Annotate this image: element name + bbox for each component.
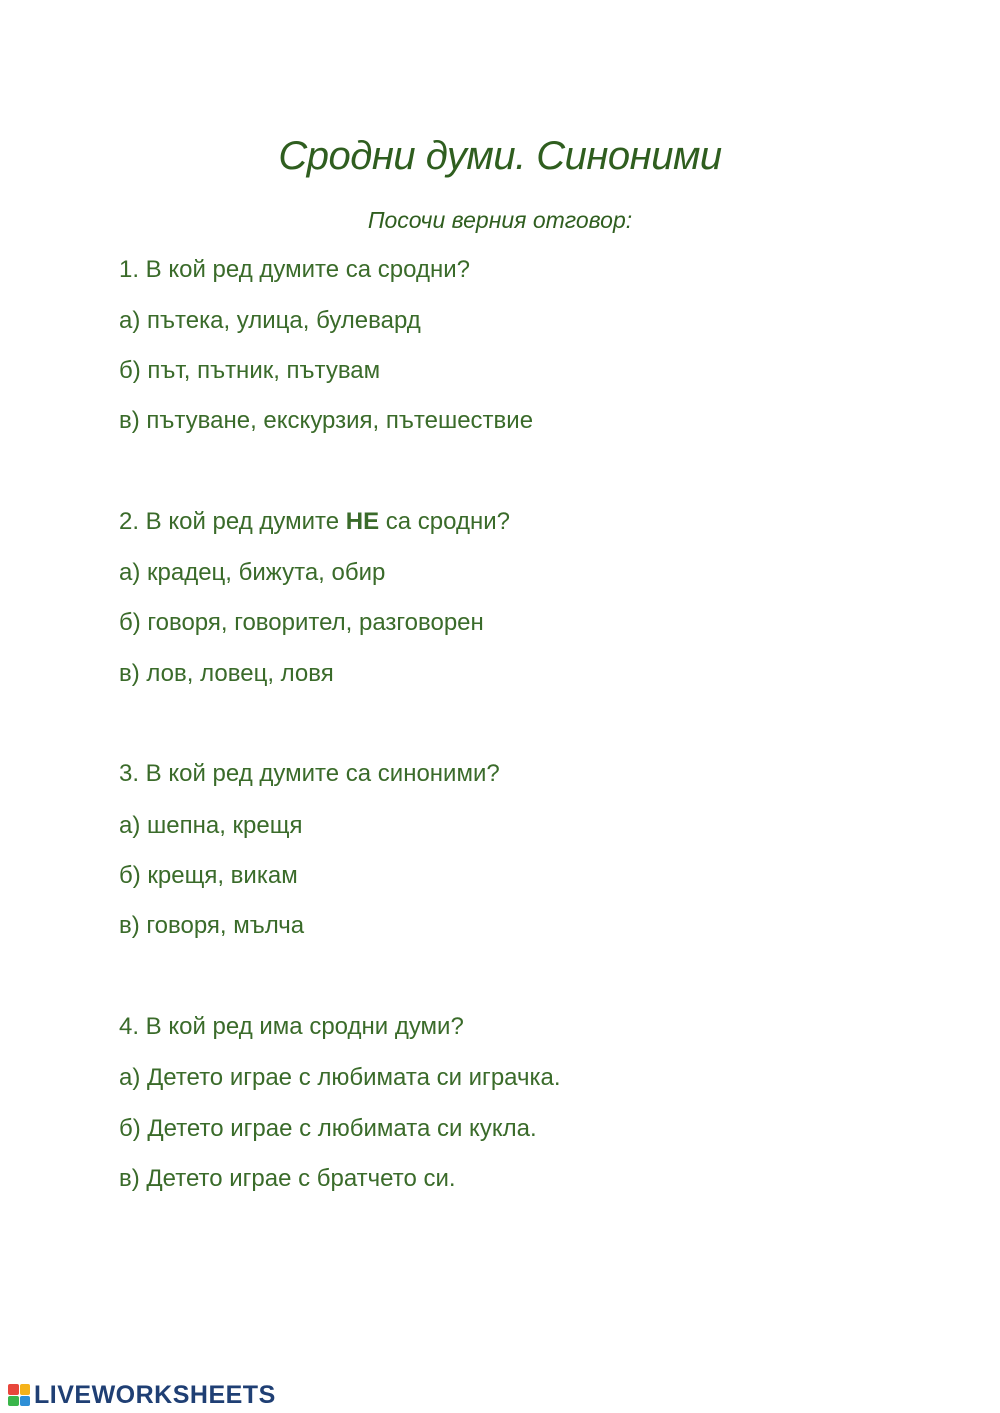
question-2-prompt (119, 505, 510, 539)
question-4-option-a[interactable]: а) Детето играе с любимата си играчка. (119, 1064, 561, 1091)
logo-text: LIVEWORKSHEETS (34, 1381, 276, 1409)
question-2-option-c[interactable]: в) лов, ловец, ловя (119, 660, 334, 687)
logo-square-red (8, 1384, 19, 1395)
logo-square-green (8, 1396, 19, 1407)
question-1-prompt: 1. В кой ред думите са сродни? (119, 256, 470, 283)
liveworksheets-logo-icon (8, 1384, 30, 1406)
question-3-option-c[interactable]: в) говоря, мълча (119, 912, 305, 939)
logo-square-blue (20, 1396, 31, 1407)
question-1-option-a[interactable]: а) пътека, улица, булевард (119, 307, 421, 334)
liveworksheets-logo[interactable] (8, 1382, 276, 1408)
question-4-prompt: 4. В кой ред има сродни думи? (119, 1013, 464, 1040)
question-1-option-b[interactable]: б) път, пътник, пътувам (119, 357, 381, 384)
question-2-prompt-start: 2. В кой ред думите (119, 508, 346, 535)
question-1-option-c[interactable]: в) пътуване, екскурзия, пътешествие (119, 407, 534, 434)
logo-square-yellow (20, 1384, 31, 1395)
question-3-prompt: 3. В кой ред думите са синоними? (119, 760, 500, 787)
question-4-option-b[interactable]: б) Детето играе с любимата си кукла. (119, 1115, 537, 1142)
question-2-option-a[interactable]: а) крадец, бижута, обир (119, 559, 386, 586)
question-2-prompt-end: са сродни? (379, 508, 510, 535)
question-4-option-c[interactable]: в) Детето играе с братчето си. (119, 1165, 456, 1192)
question-2-option-b[interactable]: б) говоря, говорител, разговорен (119, 609, 484, 636)
question-2-prompt-emphasis: НЕ (345, 508, 380, 535)
question-3-option-a[interactable]: а) шепна, крещя (119, 812, 303, 839)
question-3-option-b[interactable]: б) крещя, викам (119, 862, 298, 889)
page-title: Сродни думи. Синоними (278, 134, 722, 178)
instructions-subtitle: Посочи верния отговор: (367, 207, 633, 233)
